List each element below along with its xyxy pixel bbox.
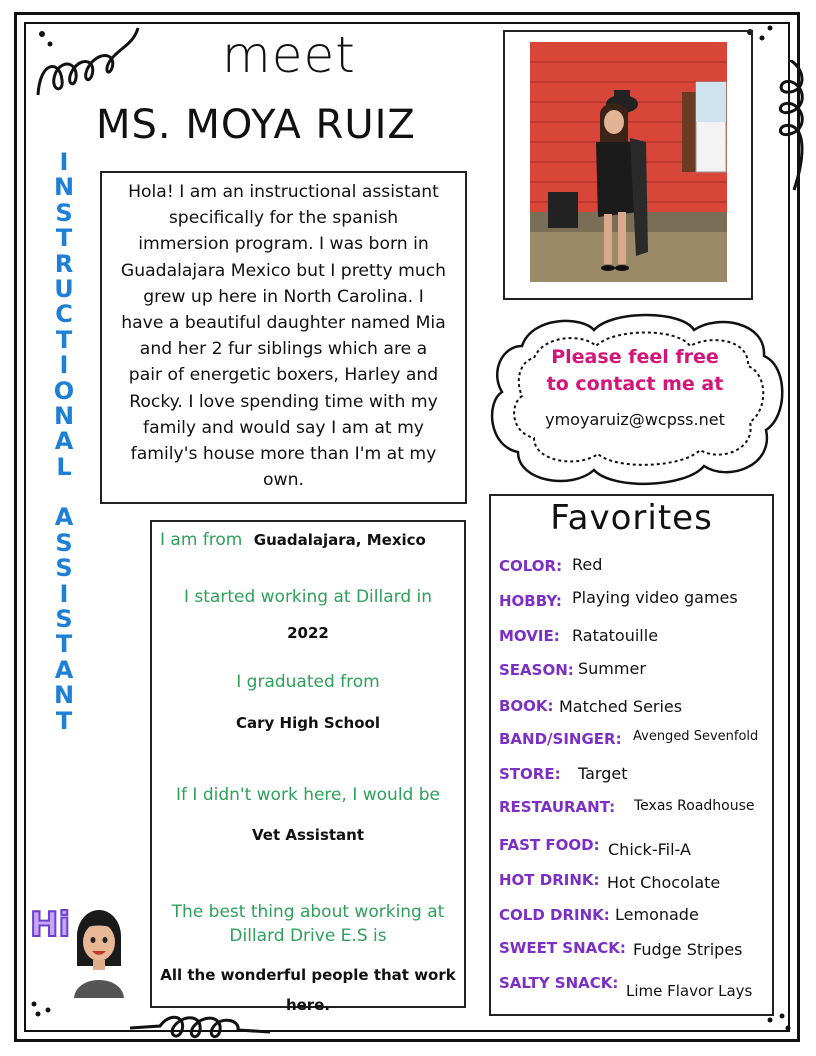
bio-line: immersion program. I was born in xyxy=(138,234,429,255)
fav-label-salty-snack: SALTY SNACK: xyxy=(499,974,619,992)
from-label: I am from xyxy=(160,530,243,550)
fav-value-store: Target xyxy=(578,764,628,783)
fav-value-hobby: Playing video games xyxy=(572,588,738,607)
bio-line: specifically for the spanish xyxy=(168,208,399,229)
corner-doodle-top-left xyxy=(30,20,140,100)
page-title: MS. MOYA RUIZ xyxy=(96,102,416,148)
alt-career-label: If I didn't work here, I would be xyxy=(176,785,440,805)
started-value: 2022 xyxy=(287,624,329,642)
bio-line: Hola! I am an instructional assistant xyxy=(128,182,439,202)
hi-sticker: Hi xyxy=(30,905,71,945)
bio-line: and her 2 fur siblings which are a xyxy=(139,339,428,360)
avatar xyxy=(70,906,128,998)
fav-label-store: STORE: xyxy=(499,765,561,783)
best-thing-label: The best thing about working at Dillard Drive E.S is xyxy=(171,902,445,946)
fav-label-restaurant: RESTAURANT: xyxy=(499,798,616,816)
bio-line: Rocky. I love spending time with my xyxy=(129,391,438,412)
fav-value-band-singer: Avenged Sevenfold xyxy=(633,729,759,744)
fav-value-restaurant: Texas Roadhouse xyxy=(634,798,755,814)
fav-value-movie: Ratatouille xyxy=(572,626,659,645)
bio-line: pair of energetic boxers, Harley and xyxy=(128,365,439,386)
bio-line: have a beautiful daughter named Mia xyxy=(121,313,446,334)
contact-heading: Please feel free to contact me at xyxy=(546,346,724,395)
fav-value-salty-snack: Lime Flavor Lays xyxy=(626,982,753,1000)
fav-value-sweet-snack: Fudge Stripes xyxy=(633,940,743,959)
favorites-title: Favorites xyxy=(550,498,713,538)
fav-label-season: SEASON: xyxy=(499,661,574,679)
from-value: Guadalajara, Mexico xyxy=(253,531,426,549)
bio-line: grew up here in North Carolina. I xyxy=(143,286,424,307)
fav-label-band-singer: BAND/SINGER: xyxy=(499,730,622,748)
fav-label-cold-drink: COLD DRINK: xyxy=(499,906,610,924)
fav-label-hot-drink: HOT DRINK: xyxy=(499,871,600,889)
bio-box xyxy=(100,171,467,504)
fav-value-cold-drink: Lemonade xyxy=(615,905,699,924)
fav-value-hot-drink: Hot Chocolate xyxy=(607,873,721,892)
fav-value-book: Matched Series xyxy=(559,697,683,716)
fav-label-book: BOOK: xyxy=(499,697,554,715)
contact-email-link[interactable]: ymoyaruiz@wcpss.net xyxy=(545,410,725,429)
fav-label-hobby: HOBBY: xyxy=(499,592,562,610)
bio-line: family's house more than I'm at my xyxy=(130,444,437,465)
meet-heading: meet xyxy=(222,26,356,84)
bio-line: Guadalajara Mexico but I pretty much xyxy=(120,260,447,281)
fav-value-season: Summer xyxy=(578,659,646,678)
vertical-title-instructional-assistant: I N S T R U C T I O N A L A S S I S T A N T xyxy=(53,148,75,735)
best-thing-value: All the wonderful people that work here. xyxy=(160,966,456,1014)
contact-cloud-frame xyxy=(482,306,790,492)
profile-photo xyxy=(530,42,727,282)
fav-label-fast-food: FAST FOOD: xyxy=(499,836,600,854)
graduated-label: I graduated from xyxy=(236,672,380,692)
graduated-value: Cary High School xyxy=(236,714,380,732)
fav-label-color: COLOR: xyxy=(499,557,563,575)
fav-label-movie: MOVIE: xyxy=(499,627,560,645)
started-label: I started working at Dillard in xyxy=(183,587,433,607)
dots-bottom-left xyxy=(26,996,56,1026)
fav-label-sweet-snack: SWEET SNACK: xyxy=(499,939,626,957)
fav-value-fast-food: Chick-Fil-A xyxy=(608,840,691,859)
fav-value-color: Red xyxy=(572,555,603,574)
bio-line: family and would say I am at my xyxy=(143,417,424,438)
side-doodle-right xyxy=(770,60,814,200)
bio-line: own. xyxy=(263,470,304,491)
alt-career-value: Vet Assistant xyxy=(251,826,365,844)
from-row xyxy=(160,530,426,550)
